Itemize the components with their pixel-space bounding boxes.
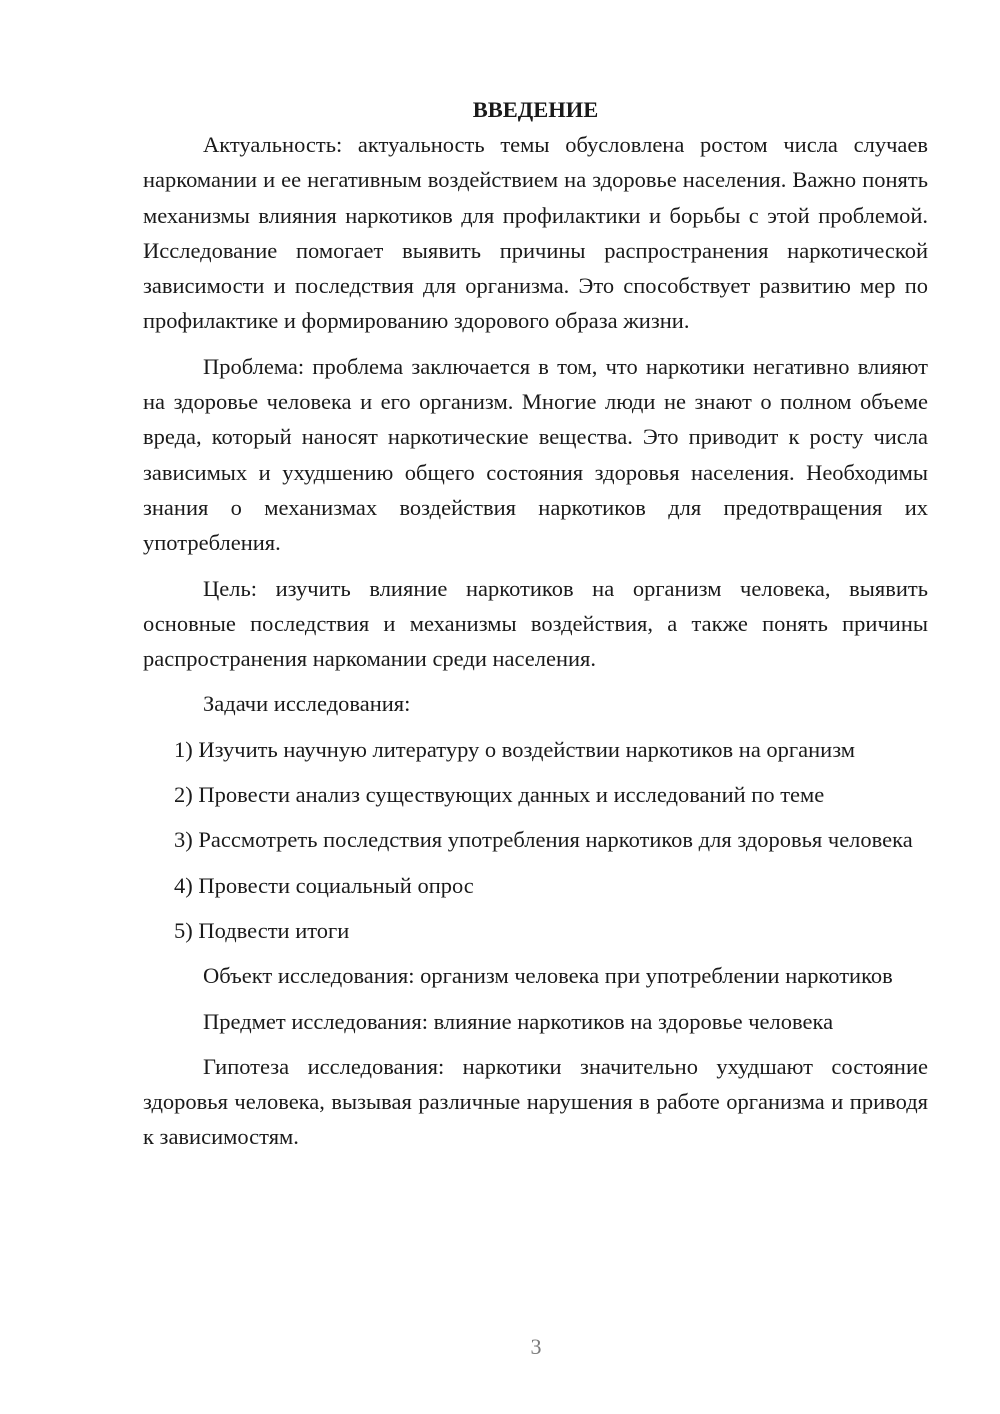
hypothesis-paragraph: Гипотеза исследования: наркотики значительно ухудшают состояние здоровья человека, вызывая различные нарушения в работе организма и приводя к зависимостям. [143,1053,928,1150]
page-number: 3 [530,1334,542,1359]
task-item-1: 1) Изучить научную литературу о воздействии наркотиков на организм [174,736,856,762]
goal-paragraph: Цель: изучить влияние наркотиков на организм человека, выявить основные последствия и механизмы воздействия, а также понять причины распространения наркомании среди населения. [143,575,928,672]
task-item-4: 4) Провести социальный опрос [174,872,474,898]
page-title: ВВЕДЕНИЕ [472,97,599,122]
subject-paragraph: Предмет исследования: влияние наркотиков на здоровье человека [203,1008,834,1034]
document-body [143,92,928,1155]
object-paragraph: Объект исследования: организм человека при употреблении наркотиков [203,963,893,989]
relevance-paragraph: Актуальность: актуальность темы обусловлена ростом числа случаев наркомании и ее негативным воздействием на здоровье населения. Важно понять механизмы влияния наркотиков для профилактики и борьбы с этой проблемой. Исследование помогает выявить причины распространения наркотической зависимости и последствия для организма. Это способствует развитию мер по профилактике и формированию здорового образа жизни. [143,132,928,334]
tasks-heading: Задачи исследования: [203,691,411,717]
task-item-3: 3) Рассмотреть последствия употребления наркотиков для здоровья человека [174,827,913,853]
task-item-2: 2) Провести анализ существующих данных и исследований по теме [174,782,825,808]
task-item-5: 5) Подвести итоги [174,917,350,943]
problem-paragraph: Проблема: проблема заключается в том, что наркотики негативно влияют на здоровье человека и его организм. Многие люди не знают о полном объеме вреда, который наносят наркотические вещества. Это приводит к росту числа зависимых и ухудшению общего состояния здоровья населения. Необходимы знания о механизмах воздействия наркотиков для предотвращения их употребления. [143,353,928,556]
